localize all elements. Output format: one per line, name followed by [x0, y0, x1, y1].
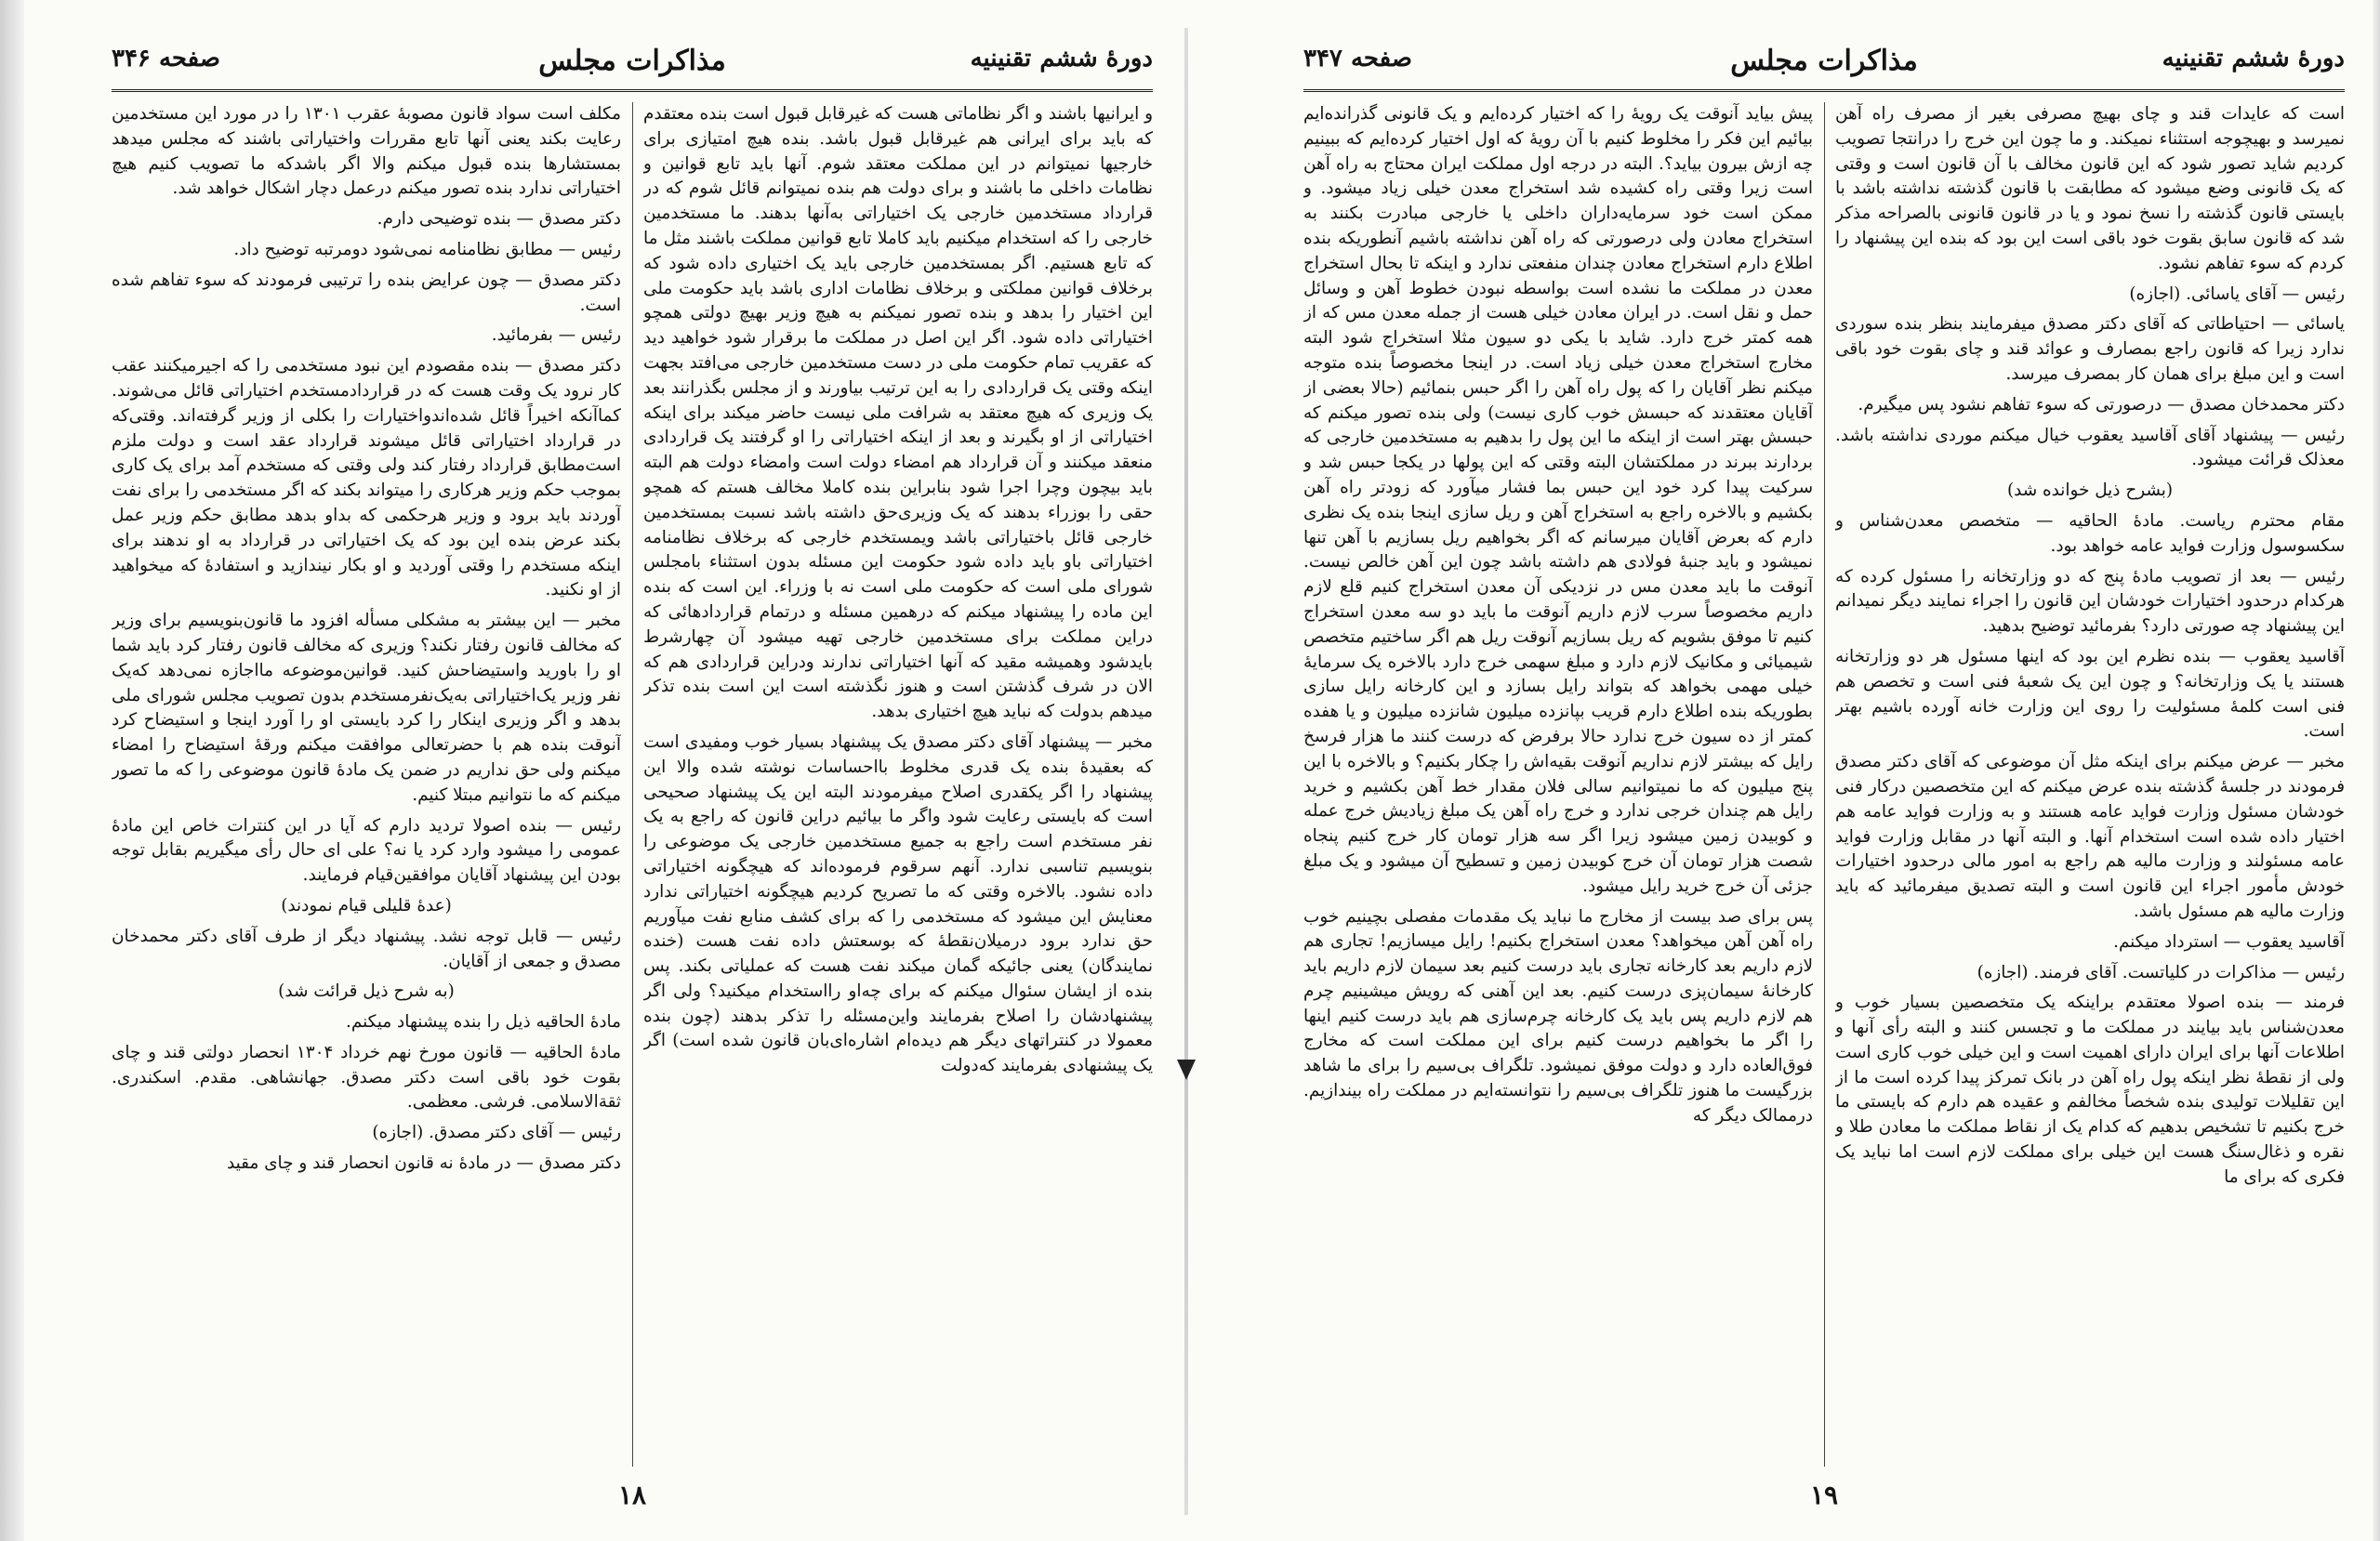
column-divider [632, 102, 633, 1467]
paragraph: رئیس — بعد از تصویب مادهٔ پنج که دو وزارتخانه را مسئول کرده که هرکدام درحدود اختیارات خودشان این قانون را اجراء نمایند دیگر نمیدانم این پیشنهاد چه صورتی دارد؟ بفرمائید توضیح بدهید. [1835, 566, 2345, 637]
page-label: صفحه ۳۴۶ [112, 45, 220, 72]
paragraph: دکتر مصدق — بنده مقصودم این نبود مستخدمی را که اجیرمیکنند عقب کار نرود یک وقت هست که در قراردادمستخدم اختیاراتی قائل می‌شوند. کماآنکه اخیراً قائل شده‌اند‌واختیارات را بکلی از وزیر گرفته‌اند. وقتی‌که در قرارداد اختیاراتی قائل میشوند قرارداد عقد است و دولت ملزم است‌مطابق قرارداد رفتار کند ولی وقتی که مستخدم آمد برای یک کاری بموجب حکم وزیر هر‌کاری را میتواند بکند که اگر مستخدمی را برای نفت آوردند باید برود و وزیر هرحکمی که بداو بدهد مطابق حکم وزیر عمل بکند عرض بنده این بود که یک اختیاراتی در قرارداد به او ندهند برای اینکه مستخدم را وقتی آوردید و او بکار نیندازید و استفادهٔ که میخواهید از او نکنید. [112, 356, 621, 600]
paragraph: مکلف است سواد قانون مصوبهٔ عقرب ۱۳۰۱ را در مورد این مستخدمین رعایت بکند یعنی آنها تابع مقررات واختیاراتی باشند که مجلس میدهد بمستشارها بنده قبول میکنم والا اگر ‌باشد‌که ما تصویب کنیم هیچ اختیاراتی ندارد بنده تصور میکنم درعمل دچار اشکال خواهد شد. [112, 104, 621, 199]
paragraph: (بشرح ذیل خوانده شد) [2006, 481, 2174, 501]
paragraph: رئیس — پیشنهاد آقای آقاسید یعقوب خیال میکنم موردی نداشته باشد. معذلک قرائت میشود. [1835, 425, 2345, 470]
journal-title: مذاکرات مجلس [538, 45, 726, 77]
paragraph: مخبر — پیشنهاد آقای دکتر مصدق یک پیشنهاد بسیار خوب ومفیدی است که بعقیدهٔ بنده یک قدری مخلوط بااحساسات نوشته شده والا این پیشنهاد را اگر یکقدری اصلاح میفرمودند البته این یک پیشنهاد صحیحی است که بایستی رعایت شود واگر ما بیائیم دراین قانون که راجع به یک نفر مستخدم است راجع به جمیع مستخدمین خارجی یک موضوعی را بنویسیم تناسبی ندارد. آنهم سرقوم فرموده‌اند که هیچگونه اختیاراتی داده نشود. بالاخره وقتی که ما تصریح کردیم هیچگونه اختیاراتی ندارد معنایش این میشود که مستخدمی را که برای کشف منابع نفت میآوریم حق ندارد برود درمیلان‌نقطهٔ که بوسعتش داده نفت هست (خنده نمایندگان) یعنی جائیکه گمان میکند نفت هست که عملیاتی بکند. پس بنده از ایشان سئوال میکنم که برای چه‌او را‌استخدام میکنید؟ ولی اگر پیشنهادشان را اصلاح بفرمایند واین‌مسئله را تذکر بدهند (چون بنده معمولا در کنترا‌تهای دیگر هم دیده‌ام اشاره‌ای‌بان قانون شده است) اگر یک پیشنهادی بفرمایند که‌دولت [643, 731, 1153, 1076]
column-right [643, 102, 1153, 1467]
text-columns [1303, 102, 2345, 1467]
paragraph: رئیس — بنده اصولا تردید دارم که آیا در این کنترات خاص این مادهٔ عمومی را میشود وارد کرد یا نه؟ علی ای حال رأی میگیریم بقابل توجه بودن این پیشنهاد آقایان موافقین‌قیام فرمایند. [112, 815, 621, 886]
paragraph: (عدهٔ قلیلی قیام نمودند) [281, 895, 452, 915]
page-number: ۱۸ [617, 1480, 647, 1510]
paragraph: مخبر — این بیشتر به مشکلی مسأله افزود ما قانون‌بنویسیم برای وزیر که مخالف قانون رفتار نکند؟ وزیری که مخالف قانون رفتار کرد باید شما او را باورید واستیضاحش کنید. قوانین‌موضوعه ما‌اجازه نمی‌دهد که‌یک نفر وزیر یک‌اختیاراتی به‌یک‌نفر‌مستخدم بدون تصویب مجلس شورای ملی بدهد و اگر وزیری اینکار را کرد بایستی او را آورد اینجا و استیضاح کرد آنوقت بنده هم با حضرتعالی موافقت میکنم ورقهٔ استیضاح را امضاء میکنم ولی حق نداریم در ضمن یک مادهٔ قانون موضوعی را که ما تصور میکنم که ما نتوانیم مبتلا کنیم. [112, 611, 621, 805]
volume-title: دورهٔ ششم تقنینیه [970, 45, 1153, 72]
paragraph: رئیس — مذاکرات در کلیاتست. آقای فرمند. (اجازه) [1977, 962, 2345, 982]
column-left [1303, 102, 1813, 1467]
paragraph: آقاسید یعقوب — بنده نظرم این بود که اینها مسئول هر دو وزارتخانه هستند یا یک وزارتخانه؟ و چون این یک شعبهٔ فنی است و تخصص هم فنی است کلمهٔ مسئولیت را روی این وزارت خانه آورده باشیم بهتر است. [1835, 646, 2345, 742]
header-rule [112, 89, 1153, 95]
column-divider [1824, 102, 1825, 1467]
paragraph: مقام محترم ریاست. مادهٔ الحاقیه — متخصص معدن‌شناس و سکسوسول وزارت فواید عامه خواهد بود. [1835, 510, 2345, 556]
paragraph: پس برای صد بیست از مخارج ما نباید یک مقدمات مفصلی بچینیم خوب راه آهن آهن میخواهد؟ معدن استخراج بکنیم! رایل میسازیم! تجاری هم لازم داریم بعد کارخانه تجاری باید درست کنیم بعد سیمان لازم داریم باید کارخانهٔ سیمان‌پزی درست کنیم. بعد این آهنی که رویش میشینیم چرم هم لازم داریم پس باید یک کارخانه چرم‌سازی هم باید درست کنیم اینها را اگر ما بخواهیم درست کنیم برای این مملکت است که مخارج فوق‌العاده دارد و دولت موفق نمیشود. تلگراف بی‌سیم را برای ما شاهد بزرگیست ما هنوز تلگراف بی‌سیم را نتوانسته‌ایم در مملکت راه بیندازیم. درممالک دیگر که [1303, 906, 1813, 1126]
journal-title: مذاکرات مجلس [1730, 45, 1918, 77]
paragraph: مخبر — عرض میکنم برای اینکه مثل آن موضوعی که آقای دکتر مصدق فرمودند در جلسهٔ گذشته بنده عرض میکنم که این متخصصین درکار فنی خودشان مسئول وزارت فواید عامه هستند و به وزارت فواید عامه هم اختیار داده شده است استخدام آنها. و البته آنها در مقابل وزارت فواید عامه مسئولند و وزارت مالیه هم راجع به امور مالی درحدود اختیارات خودش مأمور اجراء این قانون است و البته تصدیق میفرمائید که باید وزارت مالیه هم مسئول باشد. [1835, 752, 2345, 921]
page-number: ۱۹ [1809, 1480, 1839, 1510]
column-left [112, 102, 621, 1467]
paragraph: دکتر مصدق — بنده توضیحی دارم. [377, 209, 621, 230]
paragraph: پیش بیاید آنوقت یک رویهٔ را که اختیار کرده‌ایم و یک قانونی گذرانده‌ایم بیائیم این فکر را مخلوط کنیم با آن رویهٔ که اول اختیار کرده‌ایم که ببینیم چه ازش بیرون بیاید؟. البته در درجه اول مملکت ایران محتاج به راه آهن است زیرا وقتی راه کشیده شد استخراج معدن خیلی زیاد میشود. و ممکن است خود سرمایه‌داران داخلی یا خارجی مبادرت بکنند به استخراج معادن ولی درصورتی که راه آهن نداشته باشیم آنطوریکه بنده اطلاع دارم استخراج معادن چندان منفعتی ندارد و اینکه تا بحال استخراج معدن در مملکت ما نشده است بواسطه نبودن خطوط آهن و وسائل حمل و نقل است. در ایران معادن خیلی هست از جمله معدن مس که از همه کمتر خرج دارد. شاید با یکی دو سیون مثلا استخراج شود البته مخارج استخراج معدن خیلی زیاد است. در اینجا مخصوصاً بنده متوجه میکنم نظر آقایان را که پول راه آهن را اگر حبس بنمائیم (حالا بعضی از آقایان معتقدند که حبسش خوب کاری نیست) ولی بنده تصور میکنم که حبسش بهتر است از اینکه ما این پول را بدهیم به مستخدمین خارجی که بردارند ببرند در مملکتشان البته وقتی که این پولها در یکجا حبس شد و سرکیت پیدا کرد خود این حبس بما فشار میآورد که زودتر راه آهن بکشیم و بالاخره راجع به استخراج آهن و ریل سازی اینجا بنده یک نظری دارم که بعرض آقایان میرسانم که اگر بخواهیم ریل بسازیم با آهن تنها نمیشود و باید جنبهٔ فولادی هم داشته باشد چون این آهن خالص نیست. آنوقت ما باید معدن مس در نزدیکی آن معدن استخراج کنیم قلع لازم داریم مخصوصاً سرب لازم داریم آنوقت ما باید دو سه معدن استخراج کنیم تا موفق بشویم که ریل بسازیم آنوقت ریل هم اگر ساختیم متخصص شیمیائی و مکانیک لازم دارد و مبلغ سهمی خرج دارد بالاخره یک سرمایهٔ خیلی مهمی بخواهد که بتواند رایل بسازد و این کارخانه رایل سازی بطوریکه بنده اطلاع دارم قریب بپانزده میلیون شانزده میلیون و یا هفده کمتر از ده سیون خرج ندارد حالا برفرض که درست کنند ما هزار فرسخ رایل که بیشتر لازم نداریم آنوقت بقیه‌اش را چکار بکنیم؟ و بالاخره با این پنج میلیون که ما نمیتوانیم سالی فلان مقدار خط آهن بکشیم و خرید رایل هم چندان خرجی ندارد و خرج راه آهن یک مبلغ زیادیش خرج عمله و کوبیدن زمین میشود زیرا اگر سه هزار تومان کار خرج کنیم پنجاه شصت هزار تومان آن خرج کوبیدن زمین و تسطیح آن میشود و یک مبلغ جزئی آن خرج خرید رایل میشود. [1303, 104, 1813, 896]
text-columns [112, 102, 1153, 1467]
paragraph: رئیس — آقای یاسائی. (اجازه) [2129, 283, 2345, 304]
paragraph: آقاسید یعقوب — استرداد میکنم. [2113, 931, 2345, 952]
book-edge-right [2373, 0, 2380, 1541]
paragraph: دکتر مصدق — چون عرایض بنده را ترتیبی فرمودند که سوء تفاهم شده است. [112, 270, 621, 315]
page-347 [1192, 0, 2373, 1541]
page-header [112, 45, 1153, 86]
volume-title: دورهٔ ششم تقنینیه [2162, 45, 2345, 72]
paragraph: فرمند — بنده اصولا معتقدم براینکه یک متخصصین بسیار خوب و معدن‌شناس باید بیایند در مملکت ما و تجسس کنند و البته رأی آنها و اطلاعات آنها برای ایران دارای اهمیت است و این خیلی خوب کاری است ولی از نقطهٔ نظر اینکه پول راه آهن در بانک تمرکز پیدا کرده است ما از این تقلیلات تولیدی بنده شخصاً مخالفم و عقیده هم دارم که بایستی ما خرج بکنیم تا تشخیص بدهیم که کدام یک از نقاط مملکت ما معادن طلا و نقره و ذغال‌سنگ هست این خیلی برای مملکت لازم است اما نباید یک فکری که برای ما [1835, 993, 2345, 1187]
paragraph: دکتر مصدق — در مادهٔ نه قانون انحصار قند و چای مقید [226, 1153, 621, 1174]
paragraph: دکتر محمدخان مصدق — درصورتی که سوء تفاهم نشود پس میگیرم. [1858, 394, 2345, 415]
page-header [1303, 45, 2345, 86]
column-right [1835, 102, 2345, 1467]
paragraph: و ایرانیها باشند و اگر نظاماتی هست که غیرقابل قبول است بنده معتقدم که باید برای ایرانی هم غیرقابل قبول باشد. بنده هیچ امتیازی برای خارجیها نمیتوانم در این مملکت معتقد شوم. آنها باید تابع قوانین و نظامات داخلی ما باشند و برای دولت هم بنده نمیتوانم قائل شوم که در قرارداد مستخدمین خارجی یک اختیاراتی به‌آنها بدهند. ما مستخدمین خارجی را که استخدام میکنیم باید کاملا تابع قوانین مملکت باشند مثل ما که تابع هستیم. اگر بمستخدمین خارجی باید یک اختیاری داده شود که برخلاف قوانین مملکتی و برخلاف نظامات اداری باشد باید حکومت ملی این اختیار را بدهد و بنده تصور نمیکنم به هیچ وزیر بهیچ دولتی همچو اختیاراتی داده شود. اگر این اصل در مملکت ما برقرار شود خواهید دید که عقریب تمام حکومت ملی در دست مستخدمین خارجی می‌افتد بجهت اینکه وقتی یک قراردادی را به این ترتیب بیاورند و از مجلس بگذرانند بعد یک وزیری که هیچ معتقد به شرافت ملی نیست حاضر میکند برای اینکه اختیاراتی از او بگیرند و بعد از اینکه اختیاراتی را او گرفتند یک قراردادی منعقد میکنند و آن قرارداد هم امضاء دولت است وامضاء دولت هم البته باید بیچون وچرا اجرا شود بنابراین بنده کاملا مخالف هستم که همچو حقی را بوزراء بدهند که یک وزیری‌حق داشته باشد نسبت بمستخدمین خارجی قائل باختیاراتی باشد ویمستخدم خارجی که برخلاف نظامنامه اختیاراتی باو باید داده شود حکومت این مسئله بدون استثناء بامجلس شورای ملی است که حکومت ملی است نه با وزراء. این است که بنده این ماده را پیشنهاد میکنم که درهمین مسئله و درتمام قراردادهائی که دراین مملکت برای مستخدمین خارجی تهیه میشود آن چهارشرط باید‌شود وهمیشه مقید که آنها اختیاراتی ندارند ودراین قراردادی هم که الان در شرف گذشتن است و هنوز نگذشته است این است بنده تذکر میدهم بدولت که نباید هیچ اختیاری بدهد. [643, 104, 1153, 722]
paragraph: مادهٔ الحاقیه ذیل را بنده پیشنهاد میکنم. [345, 1012, 621, 1033]
paragraph: رئیس — مطابق نظامنامه نمی‌شود دومرتبه توضیح داد. [233, 239, 621, 259]
paragraph: (به شرح ذیل قرائت شد) [278, 981, 455, 1002]
paragraph: مادهٔ الحاقیه — قانون مورخ نهم خرداد ۱۳۰۴ انحصار دولتی قند و چای بقوت خود باقی است دکتر مصدق. جهانشاهی. مقدم. اسکندری. ثقةالاسلامی. فرشی. معظمی. [112, 1042, 621, 1113]
page-label: صفحه ۳۴۷ [1303, 45, 1412, 72]
paragraph: است که عایدات قند و چای بهیچ مصرفی بغیر از مصرف راه آهن نمیرسد و بهیچوجه استثناء نمیکند. و ما چون این خرج را درانتجا تصویب کردیم شاید تصور شود که این قانون مخالف با آن قانون است و وقتی که یک قانونی وضع میشود که مطابقت با قانون گذشته نداشته باشد با بایستی قانون گذشته را نسخ نمود و یا در قانون قانونی بالصراحه مذکر شد که قانون سابق بقوت خود باقی است این بود که بنده این پیشنهاد را کردم که سوء تفاهم نشود. [1835, 104, 2345, 273]
paragraph: رئیس — آقای دکتر مصدق. (اجازه) [372, 1123, 621, 1143]
paragraph: رئیس — بفرمائید. [491, 325, 621, 346]
paragraph: رئیس — قابل توجه نشد. پیشنهاد دیگر از طرف آقای دکتر محمدخان مصدق و جمعی از آقایان. [112, 926, 621, 971]
header-rule [1303, 89, 2345, 95]
paragraph: یاسائی — احتیاطاتی که آقای دکتر مصدق میفرمایند بنظر بنده سوردی ندارد زیرا که قانون راجع بمصارف و عوائد قند و چای بقوت خود باقی است و این مبلغ برای همان کار بمصرف میرسد. [1835, 314, 2345, 384]
book-spine [1184, 28, 1188, 1515]
page-346 [0, 0, 1181, 1541]
